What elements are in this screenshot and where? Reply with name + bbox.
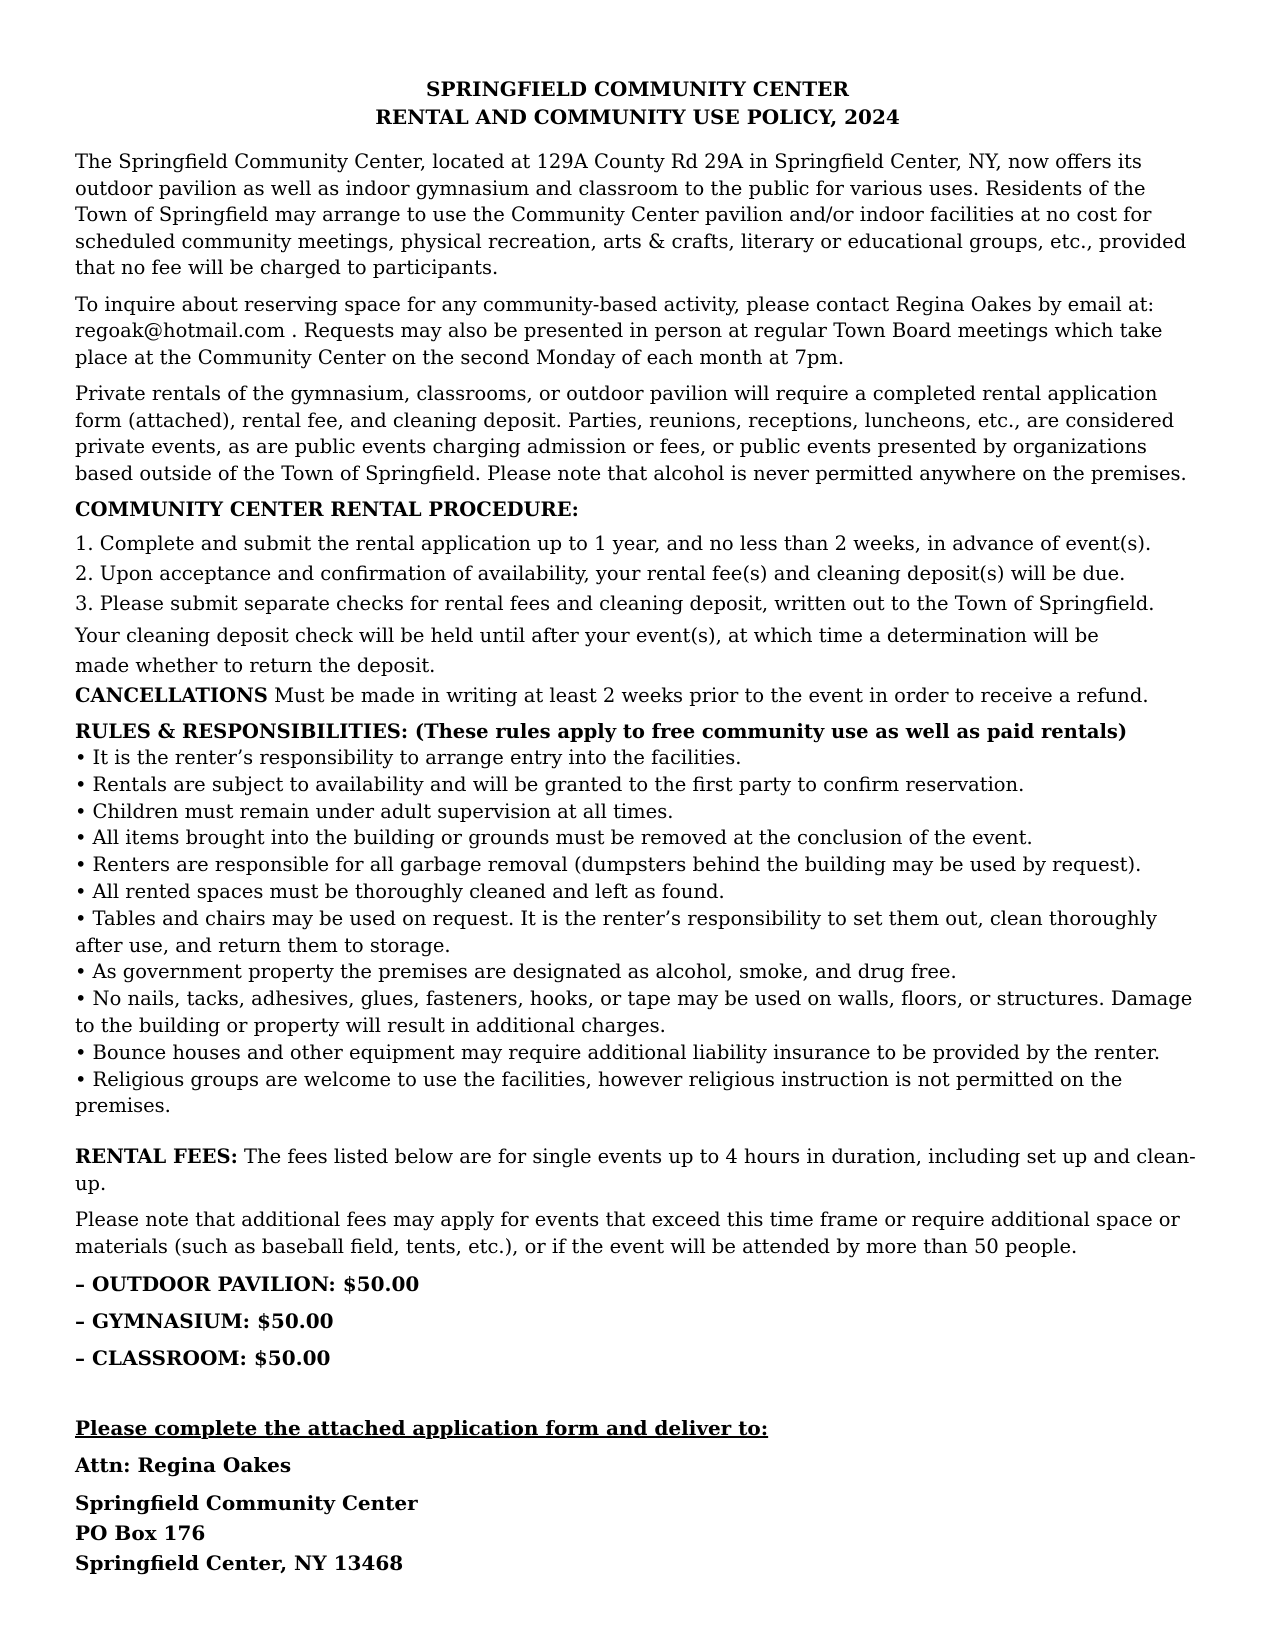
delivery-city: Springfield Center, NY 13468 (75, 1551, 404, 1576)
rental-fees-note: Please note that additional fees may apply for events that exceed this time frame or require additional space or materials (such as baseball field, tents, etc.), or if the event will be attended by more than 50 people. (75, 1208, 1180, 1258)
bullet-icon: • (75, 799, 87, 823)
fee-classroom: – CLASSROOM: $50.00 (75, 1346, 331, 1371)
cancellations-line (75, 681, 1200, 711)
list-item: • All items brought into the building or grounds must be removed at the conclusion of the event. (75, 826, 1033, 850)
fee-gymnasium: – GYMNASIUM: $50.00 (75, 1309, 334, 1334)
bullet-icon: • (75, 960, 87, 984)
bullet-icon: • (75, 826, 87, 850)
bullet-icon: • (75, 853, 87, 877)
rules-heading: RULES & RESPONSIBILITIES: (These rules apply to free community use as well as paid rentals) (75, 720, 1128, 743)
list-item: • As government property the premises are designated as alcohol, smoke, and drug free. (75, 960, 957, 984)
rental-fees-label: RENTAL FEES: (75, 1145, 238, 1169)
deposit-note-line-1: Your cleaning deposit check will be held until after your event(s), at which time a determination will be (75, 624, 1099, 647)
list-item: • Bounce houses and other equipment may require additional liability insurance to be provided by the renter. (75, 1040, 1161, 1064)
rental-fees-text: The fees listed below are for single events up to 4 hours in duration, including set up and clean-up. (75, 1145, 1196, 1195)
policy-document (75, 75, 1200, 1578)
bullet-icon: • (75, 987, 87, 1011)
bullet-icon: • (75, 879, 87, 903)
list-item: • All rented spaces must be thoroughly cleaned and left as found. (75, 879, 725, 903)
document-title (75, 75, 1200, 131)
bullet-icon: • (75, 1040, 87, 1064)
title-line-2: RENTAL AND COMMUNITY USE POLICY, 2024 (375, 105, 900, 129)
intro-paragraph-1: The Springfield Community Center, located at 129A County Rd 29A in Springfield Center, NY, now offers its outdoor pavilion as well as indoor gymnasium and classroom to the public for various uses. Residents of the Town of Springfield may arrange to use the Community Center pavilion and/or indoor facilities at no cost for scheduled community meetings, physical recreation, arts & crafts, literary or educational groups, etc., provided that no fee will be charged to participants. (75, 150, 1187, 279)
procedure-step-3: 3. Please submit separate checks for rental fees and cleaning deposit, written out to the Town of Springfield. (75, 592, 1155, 615)
fee-outdoor-pavilion: – OUTDOOR PAVILION: $50.00 (75, 1272, 420, 1297)
title-line-1: SPRINGFIELD COMMUNITY CENTER (426, 77, 849, 101)
procedure-step-2: 2. Upon acceptance and confirmation of availability, your rental fee(s) and cleaning deposit(s) will be due. (75, 562, 1126, 585)
intro-paragraph-2: To inquire about reserving space for any community-based activity, please contact Regina Oakes by email at: regoak@hotmail.com . Requests may also be presented in person at regular Town Board meetings which take place at the Community Center on the second Monday of each month at 7pm. (75, 292, 1163, 369)
deposit-note-line-2: made whether to return the deposit. (75, 654, 436, 677)
bullet-icon: • (75, 746, 87, 769)
cancellations-label: CANCELLATIONS (75, 684, 268, 707)
bullet-icon: • (75, 772, 87, 796)
delivery-attn: Attn: Regina Oakes (75, 1453, 292, 1478)
list-item: • It is the renter’s responsibility to arrange entry into the facilities. (75, 746, 742, 769)
list-item: • No nails, tacks, adhesives, glues, fasteners, hooks, or tape may be used on walls, floors, or structures. Damage to the building or property will result in additional charges. (75, 987, 1193, 1037)
delivery-heading: Please complete the attached application form and deliver to: (75, 1416, 769, 1441)
intro-paragraph-3: Private rentals of the gymnasium, classrooms, or outdoor pavilion will require a completed rental application form (attached), rental fee, and cleaning deposit. Parties, reunions, receptions, luncheons, etc., are considered private events, as are public events charging admission or fees, or public events presented by organizations based outside of the Town of Springfield. Please note that alcohol is never permitted anywhere on the premises. (75, 382, 1187, 485)
list-item: • Rentals are subject to availability and will be granted to the first party to confirm reservation. (75, 772, 1025, 796)
rental-fees-paragraph (75, 1144, 1200, 1197)
bullet-icon: • (75, 906, 87, 930)
list-item: • Children must remain under adult supervision at all times. (75, 799, 674, 823)
bullet-icon: • (75, 1067, 87, 1091)
cancellations-text: Must be made in writing at least 2 weeks prior to the event in order to receive a refund. (267, 684, 1149, 707)
list-item: • Tables and chairs may be used on request. It is the renter’s responsibility to set them out, clean thoroughly after use, and return them to storage. (75, 906, 1157, 957)
delivery-po-box: PO Box 176 (75, 1521, 206, 1546)
list-item: • Renters are responsible for all garbage removal (dumpsters behind the building may be used by request). (75, 853, 1142, 877)
procedure-step-1: 1. Complete and submit the rental application up to 1 year, and no less than 2 weeks, in advance of event(s). (75, 532, 1152, 555)
procedure-heading: COMMUNITY CENTER RENTAL PROCEDURE: (75, 498, 579, 521)
delivery-organization: Springfield Community Center (75, 1491, 418, 1516)
list-item: • Religious groups are welcome to use the facilities, however religious instruction is not permitted on the premises. (75, 1067, 1123, 1118)
rules-list (75, 745, 1200, 1120)
